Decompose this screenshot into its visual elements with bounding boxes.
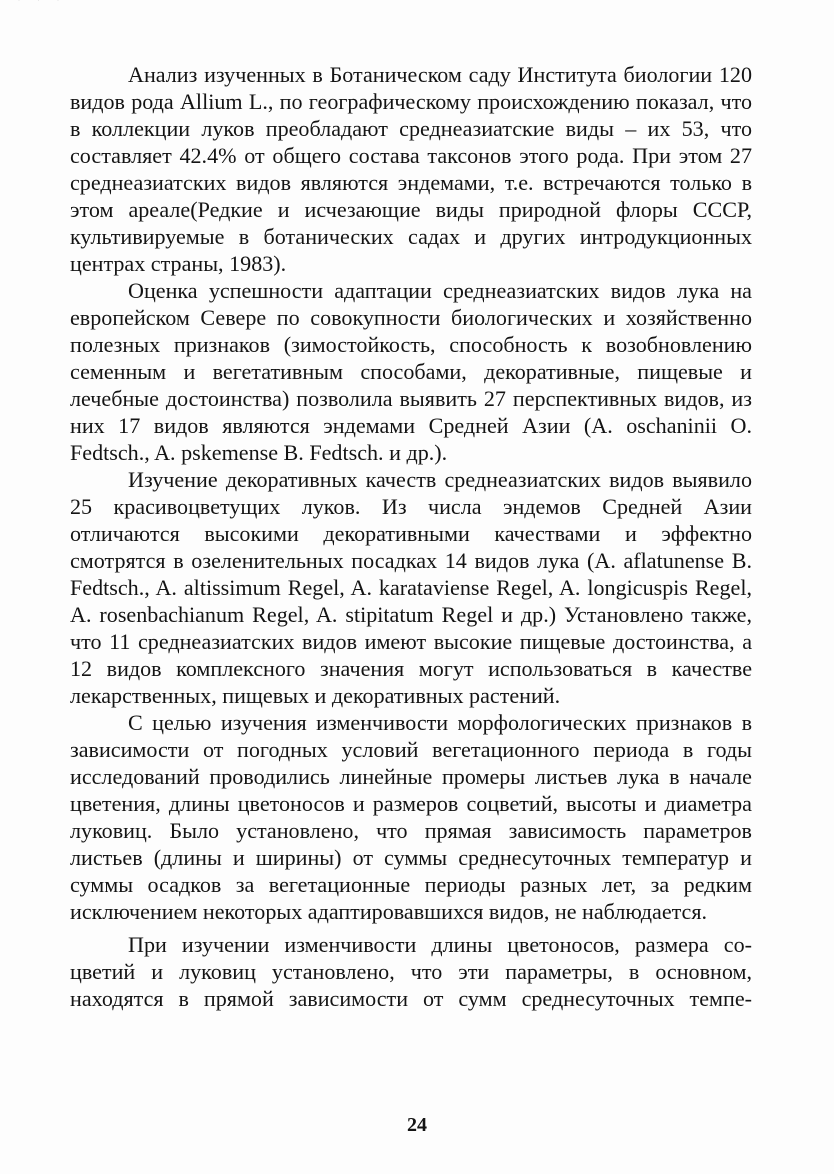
paragraph-1: Анализ изученных в Ботаническом саду Института биологии 120 видов рода Allium L., по географическому происхождению показал, что в коллекции луков преобладают среднеазиатские виды – их 53, что составляет 42.4% от общего состава таксонов этого рода. При этом 27 среднеазиатских видов являются эндемами, т.е. встречаются только в этом ареале(Редкие и исчезающие виды природной флоры СССР, культивируемые в ботанических садах и других интродукционных центрах страны, 1983).: [70, 62, 752, 276]
paragraph-2: Оценка успешности адаптации среднеазиатских видов лука на европейском Севере по совокупности биологических и хозяйственно полезных признаков (зимостойкость, способность к возобновлению семенным и вегетативным способами, декоративные, пищевые и лечебные достоинства) позволила выявить 27 перспективных видов, из них 17 видов являются эндемами Средней Азии (A. oschaninii O. Fedtsch., A. pskemense B. Fedtsch. и др.).: [70, 278, 752, 465]
paragraph-3: Изучение декоративных качеств среднеазиатских видов выявило 25 красивоцветущих луков. Из числа эндемов Средней Азии отличаются высокими декоративными качествами и эффектно смотрятся в озеленительных посадках 14 видов лука (A. aflatunense B. Fedtsch., A. altissimum Regel, A. karataviense Regel, A. longicuspis Regel, A. rosenbachianum Regel, A. stipitatum Regel и др.) Установлено также, что 11 среднеазиатских видов имеют высокие пищевые достоинства, а 12 видов комплексного значения могут использоваться в качестве лекарственных, пищевых и декоративных растений.: [70, 467, 752, 708]
scan-artifact: · · ·: [18, 0, 67, 4]
paragraph-4: С целью изучения изменчивости морфологических признаков в зависимости от погодных условий вегетационного периода в годы исследований проводились линейные промеры листьев лука в начале цветения, длины цветоносов и размеров соцветий, высоты и диаметра луковиц. Было установлено, что прямая зависимость параметров листьев (длины и ширины) от суммы среднесуточных температур и суммы осадков за вегетационные периоды разных лет, за редким исключением некоторых адаптировавшихся видов, не наблюдается.: [70, 710, 752, 924]
page-number: 24: [407, 1114, 427, 1136]
paragraph-5: При изучении изменчивости длины цветоносов, размера соцветий и луковиц установлено, что эти параметры, в основном, находятся в прямой зависимости от сумм среднесуточных темпе-: [70, 932, 752, 1011]
body-text: [70, 61, 752, 1012]
